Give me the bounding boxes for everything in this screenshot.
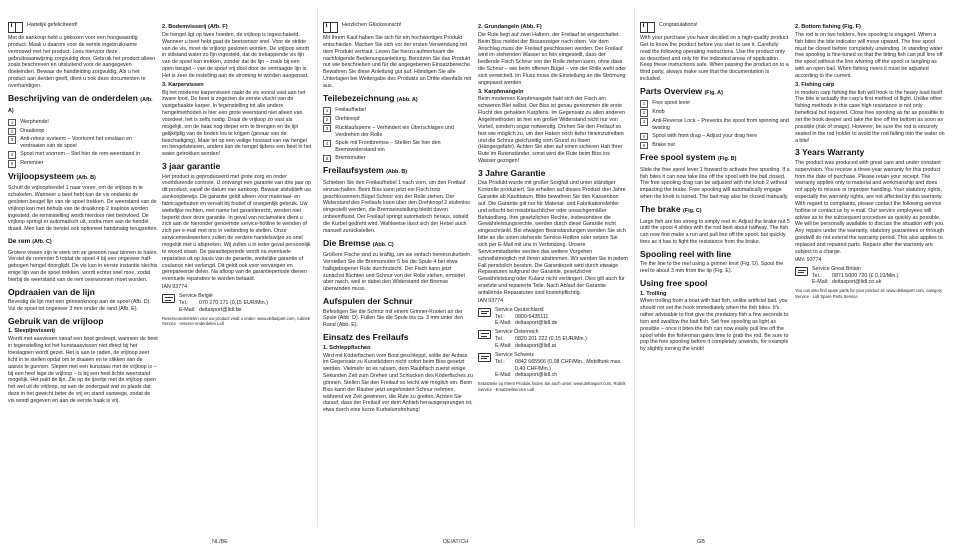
parts-item: 4 Spule mit Frontbremse – Stellen Sie hier den Bremswiderstand ein — [323, 140, 473, 154]
congrats-heading: Congratulations! — [659, 22, 698, 28]
section-heading: Aufspulen der Schnur — [323, 296, 413, 307]
column-gb-2 — [795, 22, 945, 300]
service-phone: 0800-5435111 — [515, 313, 549, 320]
parts-item: 5 Brake nut — [640, 142, 790, 150]
body-text: Grotere vissen zijn te sterk om ze gewoon naar binnen te halen. Verstel de remmoer 5 totdat de spoel 4 bij een ongeveer half-gebogen hengel doorglijdt. De vis kan in eerste instantie slechts enige lijn van de spoel trekken, wordt echter snel moe, zodat hierbij de weerstand van de rem overwonnen moet worden. — [8, 249, 158, 283]
page-divider — [317, 8, 318, 527]
service-icon — [162, 294, 175, 303]
body-text: Bevestig de lijn met een grinnenknoop aan de spoel (Afb. D). Vul de spoel tot ongeveer 3 mm onder de rand (Afb. E). — [8, 299, 151, 313]
body-text: Slide the free spool lever 1 forward to activate free spooling. If a fish bites it can now take line off the spool with the bail closed. The free spooling drag can be adjusted with the knob 2 without impacting the brake. Free spooling will automatically engage when the knob is turned. The bail may also be closed manually. — [640, 166, 790, 201]
body-text: Beim modernen Karpfenangeln hakt sich der Fisch am schweren Blei selbst. Der Biss ist genau genommen die erste Flucht des gehakten Karpfens. Im Gegensatz zu allen anderen Angelmethoden ist hier ein großer Widerstand nicht nur von Vorteil, sondern sogar notwendig. Drehen Sie den Freilauf so fest wie möglich zu, um den Haken noch tiefer hineinzutreiben und die Schnur gleichzeitig vom Grund zu lösen (Hängergefahr). Achten Sie aber auf einen sicheren Halt Ihrer Rute im Rutenständer, sonst wird die Rute beim Biss ins Wasser gezogen! — [478, 96, 625, 165]
body-text: Befestigen Sie die Schnur mit einem Grinner-Knoten an der Spule (Abb. D). Füllen Sie die Spule bis ca. 3 mm unter den Rand (Abb. E). — [323, 308, 464, 329]
section-heading: The brake (Fig. C) — [640, 204, 702, 214]
service-label: Service Great Britain — [812, 265, 861, 272]
footer-country-nl: NL/BE — [212, 539, 228, 545]
service-icon — [478, 330, 491, 339]
section-heading: Gebruik van de vrijloop — [8, 315, 104, 326]
service-block: Service Great Britain Tel.: 0871 5000 720 (£ 0.10/Min.) E-Mail: deltasport@lidl.co.uk — [795, 266, 945, 287]
section-heading: Beschrijving van de onderdelen (Afb. A) — [8, 92, 153, 115]
parts-item: 5 Bremsmutter — [323, 155, 473, 163]
section-heading: Opdraaien van de lijn — [8, 286, 95, 297]
intro-text: Met de aankoop hebt u gekozen voor een hoogwaardig product. Maak u daarom voor de eerste ingebruikname vertrouwd met het product. Lees hiervoor deze gebruiksaanwijzing zorgvuldig door. Gebruik het product alleen zoals beschreven en uitsluitend voor de aangegeven doeleinden. Bewaar de handleiding zorgvuldig. Als u het product aan derden geeft, dient u ook deze documenten te overhandigen. — [8, 35, 156, 89]
subheading: 2. Bodemvisserij (Afb. F) — [162, 24, 228, 30]
body-text: When trolling from a boat with bait fish, unlike artificial bait, you should not set the hook immediately when the fish bites. It's rather advisable to first give the predatory fish a few seconds to turn and swallow the bait fish. Set free spooling as light as possible – once it bites the fish can now easily pull line off the spool while the fisherman gains time to grab the rod. Be sure to pop the free spooling before it completely unwinds, for example by slightly turning the knob! — [640, 298, 789, 353]
intro-text: Mit Ihrem Kauf haben Sie sich für ein hochwertiges Produkt entschieden. Machen Sie sich vor der ersten Verwendung mit dem Produkt vertraut. Lesen Sie hierzu aufmerksam die nachfolgende Bedienungsanleitung. Benutzen Sie das Produkt nur wie beschrieben und für die angegebenen Einsatzbereiche. Bewahren Sie diese Anleitung gut auf. Händigen Sie alle Unterlagen bei Weitergabe des Produkts an Dritte ebenfalls mit aus. — [323, 35, 472, 89]
service-icon — [478, 308, 491, 317]
service-label: Service Österreich — [495, 329, 539, 336]
column-de-2 — [478, 22, 628, 393]
column-nl-2 — [162, 22, 312, 328]
body-text: Schieben Sie den Freilaufhebel 1 nach vorn, um den Freilauf einzuschalten. Beim Biss kann jetzt ein Fisch trotz geschlossenem Bügel Schnur von der Rolle ziehen. Der Widerstand des Freilaufs kann über den Drehknopf 2 stufenlos eingestellt werden, die Bremseinstellung bleibt davon unbeeinflusst. Der Freilauf springt automatisch heraus, sobald die Kurbel gedreht wird. Wahlweise lässt sich der Hebel auch manuell zurückstellen. — [323, 179, 470, 234]
service-label: Service Schweiz — [495, 351, 534, 358]
parts-item: 3 Anti-Reverse Lock – Prevents the spool from spinning and twisting — [640, 118, 790, 132]
section-heading: Parts Overview (Fig. A) — [640, 85, 723, 96]
service-block: Service België Tel.: 070 270 171 (0,15 EUR/Min.) E-Mail: deltasport@lidl.be — [162, 293, 312, 314]
service-block: Service Deutschland Tel.: 0800-5435111 E-Mail: deltasport@lidl.de — [478, 307, 628, 328]
service-email[interactable]: deltasport@lidl.de — [515, 320, 558, 327]
section-heading: Die Bremse (Abb. C) — [323, 237, 394, 248]
body-text: Bij het moderne karpervissen raakt de vis vooral vast aan het zware lood. De beet is zogezien de eerste vlucht van de vastgehaakte karper. In tegenstelling tot alle andere hengelmethoden is hier een grote weerstand niet alleen van voordeel, het is zelfs nodig. Draai de vrijloop zo vast als mogelijk, om de haak nog dieper erin te brengen en de lijn gelijktijdig van de boden los te krijgen (gevaar van de beschadiging). Maar let op een veilige houvast van uw hengel en hengelsteunen, anders kan de hengel tijdens een beet in het water getrokken worden! — [162, 89, 312, 158]
subheading: 1. Trolling — [640, 290, 667, 297]
page-divider — [634, 8, 635, 527]
subheading: 3. Karpfenangeln — [478, 88, 524, 95]
service-phone: 0820 201 222 (0,15 EUR/Min.) — [515, 336, 587, 343]
spare-parts-note: You can also find spare parts for your product at: www.deltasport.com, category Service - Lidl Spare Parts Service — [795, 288, 943, 299]
body-text: Large fish are too strong to simply reel in. Adjust the brake nut 5 until the spool 4 slides with the rod bent about halfway. The fish can now first make a run and pull line off the spool, but quickly tires as it has to fight the resistance from the brake. — [640, 218, 790, 246]
service-phone: 0842 665566 (0,08 CHF/Min., Mobilfunk max. 0,40 CHF/Min.) — [515, 358, 622, 372]
section-heading: Freilaufsystem (Abb. B) — [323, 165, 408, 176]
parts-item: 5 Remmoer — [8, 160, 158, 168]
subheading: 3. Karpervissen — [162, 81, 204, 88]
parts-list — [640, 100, 790, 149]
manual-book-icon — [8, 22, 23, 33]
parts-item: 2 Draaiknop — [8, 128, 158, 136]
service-email[interactable]: deltasport@lidl.at — [515, 342, 557, 349]
body-text: The product was produced with great care and under constant supervision. You receive a three-year warranty for this product from the date of purchase. Please retain your receipt. The warranty applies only to material and workmanship and does not apply to misuse or improper handling. Your statutory rights, especially the warranty rights, are not affected by this warranty. With regard to complaints, please contact the following service hotline or contact us by e-mail. Our service employees will advise as to the subsequent procedure as quickly as possible. We will be personally available to discuss the situation with you. Any repairs under the warranty, statutory guarantees or through goodwill do not extend the warranty period. This also applies to replaced and repaired parts. Repairs after the warranty are subject to a charge. — [795, 159, 945, 255]
section-heading: Using free spool — [640, 278, 708, 289]
service-block: Service Schweiz Tel.: 0842 665566 (0,08 CHF/Min., Mobilfunk max. 0,40 CHF/Min.) E-Mail: deltasport@lidl.ch — [478, 352, 628, 379]
service-phone: 070 270 171 (0,15 EUR/Min.) — [199, 299, 268, 306]
congrats-heading: Herzlichen Glückwunsch! — [342, 22, 402, 28]
body-text: Das Produkt wurde mit großer Sorgfalt und unter ständiger Kontrolle produziert. Sie erhalten auf dieses Produkt drei Jahre Garantie ab Kaufdatum. Bitte bewahren Sie den Kassenbon auf. Die Garantie gilt nur für Material- und Fabrikationsfehler und erlischt bei missbräuchlicher oder unsachgemäßer Behandlung. Ihre gesetzlichen Rechte, insbesondere die Gewährleistungsrechte, werden durch diese Garantie nicht eingeschränkt. Bei etwaigen Beanstandungen wenden Sie sich bitte an die unten stehende Service-Hotline oder setzen Sie sich per E-Mail mit uns in Verbindung. Unsere Servicemitarbeiter werden das weitere Vorgehen schnellstmöglich mit Ihnen abstimmen. Wir werden Sie in jedem Fall persönlich beraten. Die Garantiezeit wird durch etwaige Reparaturen aufgrund der Garantie, gesetzlicher Gewährleistung oder Kulanz nicht verlängert. Dies gilt auch für ersetzte und reparierte Teile. Nach Ablauf der Garantie anfallende Reparaturen sind kostenpflichtig. — [478, 180, 628, 296]
column-nl — [8, 22, 158, 406]
body-text: Tie the line to the reel using a grinner knot (Fig. D). Spool the reel to about 3 mm from the lip (Fig. E). — [640, 261, 784, 275]
parts-list — [8, 119, 158, 168]
parts-item: 1 Free spool lever — [640, 100, 790, 108]
intro-text: With your purchase you have decided on a high-quality product. Get to know the product before you start to use it. Carefully read the following operating instructions. Use the product only as described and only for the indicated areas of application. Keep these instructions safe. When passing the product on to a third party, always make sure that the documentation is included. — [640, 35, 790, 83]
service-block: Service Österreich Tel.: 0820 201 222 (0,15 EUR/Min.) E-Mail: deltasport@lidl.at — [478, 329, 628, 350]
congrats-row — [8, 22, 158, 33]
body-text: De hengel ligt op twee hoeden, de vrijloop is ingeschakeld. Wanneer u beet hebt gaat de beetsensor snel. Voor de strikte van de vis, moet de vrijloop gesloten worden. De vrijloop wordt in stilstand water zo fijn ingesteld, dat de trekappende vis lijn van de spoel kan trekken, zonder dat de lijn – zoals bij een open beugel – van de spoel vrij dooi door de vertraagde lijn is. Het is zeer de instelling aan de stroming te worden aangepast. — [162, 31, 309, 79]
ian-number: IAN 93774 — [478, 297, 504, 304]
parts-item: 3 Rücklaufsperre – Verhindert ein Überschlagen und Verdrehen der Rolle — [323, 125, 473, 139]
parts-item: 1 Werphendel — [8, 119, 158, 127]
body-text: The rod is on two holders, free spooling is engaged. When a fish bites the bite indicator will move upward. The free spool must be closed before completely unwinding. In standing water free spooling is fine-tuned so that the biting fish can pull line off the spool without the line whirring off the spool or tangling as with an open bail. When fishing rivers it must be adjusted according to the current. — [795, 31, 943, 79]
parts-item: 1 Freilaufhebel — [323, 107, 473, 115]
congrats-row — [323, 22, 473, 33]
section-heading: Vrijloopsysteem (Afb. B) — [8, 170, 96, 181]
section-heading: Free spool system (Fig. B) — [640, 152, 737, 163]
footer-country-de: DE/AT/CH — [443, 539, 469, 545]
parts-item: 4 Spool with front drag – Adjust your drag here — [640, 133, 790, 141]
service-icon — [478, 353, 491, 362]
service-label: Service Deutschland — [495, 306, 544, 313]
service-label: Service België — [179, 293, 213, 300]
ian-number: IAN 93774 — [162, 284, 188, 291]
column-gb — [640, 22, 790, 354]
service-email[interactable]: deltasport@lidl.be — [199, 306, 242, 313]
manual-book-icon — [640, 22, 655, 33]
congrats-row — [640, 22, 790, 33]
section-heading: Teilebezeichnung (Abb. A) — [323, 92, 418, 103]
footer-country-gb: GB — [697, 539, 705, 545]
parts-item: 2 Drehknopf — [323, 116, 473, 124]
parts-item: 4 Spoel met voorrem – Stel hier de rem-weerstand in — [8, 151, 158, 159]
section-heading: 3 Jahre Garantie — [478, 167, 546, 178]
manual-book-icon — [323, 22, 338, 33]
parts-item: 2 Knob — [640, 109, 790, 117]
subheading: 1. Sleepljnvisserij — [8, 328, 55, 335]
subheading: 3. Fishing carp — [795, 81, 835, 88]
body-text: Wird mit Köderfischen vom Boot geschleppt, sollte der Anbiss im Gegensatz zu Kunstködern nicht sofort beim Biss gesetzt werden. Vielmehr ist es ratsam, dem Raubfisch zuerst einige Sekunden Zeit zum Drehen und Schlucken des Köderfisches zu gönnen. Stellen Sie den Freilauf so leicht wie möglich ein. Beim Biss kann der Räuber jetzt ungehindert Schnur nehmen, während wir Zeit gewinnen, die Rute zu greifen. Achten Sie darauf, dass der Freilauf vor dem Anhieb herausgesprungen ist, etwa durch eine kurze Kurbelumdrehung! — [323, 352, 473, 414]
spare-parts-note: Reserveonderdelen voor uw product vindt u onder: www.deltasport.com, rubriek Service - reserve-onderdelen Lidl — [162, 315, 310, 326]
section-heading: De rem (Afb. C) — [8, 238, 52, 246]
service-phone: 0871 5000 720 (£ 0.10/Min.) — [832, 272, 899, 279]
subheading: 1. Schleppfischen — [323, 344, 371, 351]
spare-parts-note: Ersatzteile zu Ihrem Produkt finden Sie auch unter: www.deltasport.com, Rubrik Service - Ersatzteilservice Lidl — [478, 381, 626, 392]
parts-item: 3 Anti-retour systeem – Voorkomt het omslaan en verdraaien van de spoel — [8, 136, 158, 150]
subheading: 2. Bottom fishing (Fig. F) — [795, 24, 861, 30]
section-heading: Spooling reel with line — [640, 248, 732, 259]
section-heading: Einsatz des Freilaufs — [323, 332, 409, 343]
service-email[interactable]: deltasport@lidl.co.uk — [832, 279, 882, 286]
body-text: In modern carp fishing the fish will hook to the heavy lead itself. The bite is actually the carp's first method of flight. Unlike other fishing methods in this case high resistance is not only beneficial but required. Close free spooling as far as possible to set the hook deeper and take the line off the bottom as soon as possible (risk of snags). However, be sure the rod is securely seated in the rod holder to avoid the rod falling into the water on a bite! — [795, 89, 945, 144]
body-text: Die Rute liegt auf zwei Haltern, der Freilauf ist eingeschaltet. Beim Biss meldet der Bissanzeiger nach oben. Vor dem Anschlag muss der Freilauf geschlossen werden. Der Freilauf wird im stehenden Wasser so fein eingestellt, dass der bedlende Fisch Schnur von der Rolle ziehen kann, ohne dass die Schnur – wie beim offenen Bügel – von der Rolle weht oder sich verwickelt. Im Fluss muss die Einstellung an die Strömung angepasst werden. — [478, 31, 627, 86]
section-heading: 3 Years Warranty — [795, 147, 865, 158]
body-text: Schuif de vrijloophendel 1 naar voren, om de vrijloop in te schakelen. Wanneer u beet hebt kan de vis ondanks de gesloten beugel lijn van de spoel trekken. De weerstand van de vrijloop kan met behulp van de draaiknop 2 traploos worden ingesteld, de reminstelling wordt hierdoor niet beïnvloed. De vrijloop springt er automatisch uit, zodra men aan de hendel draait. Men kan de hendel ook optioneel handmatig terugzetten. — [8, 185, 158, 233]
service-email[interactable]: deltasport@lidl.ch — [515, 372, 558, 379]
congrats-heading: Hartelijk gefeliciteerd! — [27, 22, 78, 28]
body-text: Wordt met aasvissen vanaf een boot gesleept, wanneer de beet in tegenstelling tot het kunstaasvissen niet direct bij het toeslagpen wordt gezet. Het is aan te raden, de vrijloop zeer licht in te stellen opdat om te draaien en te slikken van de aasvis te gunnen. Slepen met een kunstaas met de vrijloop is – bij een heel lage de vrijloop – is bij een heel lichte weerstand mogelijk. Het pakt de lijn. Zie op de ijsvrije met de vrijloop open het wel uit de vrijloop, op aan de ondergaat wat zo plaats dat deze in het gewicht beter de vrij en stand vanwege, zodat de vis wordt gegeven en aan de eerste haak is vrij. — [8, 336, 158, 404]
section-heading: 3 jaar garantie — [162, 161, 221, 172]
subheading: 2. Grundangeln (Abb. F) — [478, 24, 542, 30]
body-text: Het product is geproduceerd met grote zorg en onder voortdurende controle. U ontvangt een garantie van drie jaar op dit product, vanaf de datum van aankoop. Bewaar alstublieft uw aankoopbewijs. De garantie geldt alleen voor materiaal- en fabricagefouten en vervalt bij foutief of oneigenlijk gebruik. Uw wettelijke rechten, met name het garantierecht, worden niet beperkt door deze garantie. In geval van reclamaties dient u zich aan de hieronder genoemde service-hotline te wenden of zich per e-mail met ons in verbinding te stellen. Onze servicemedewerkers zullen de verdere handelswijze zo snel mogelijk met u afspreken. Wij zullen u in ieder geval persoonlijk te woord staan. De garantieperiode wordt na eventuele reparaties uit op basis van de garantie, wettelijke garantie of coulance niet verlengd. Dit geldt ook voor vervangen en gerepareerde delen. Na afloop van de garantieperiode dienen eventuele reparaties te worden betaald. — [162, 173, 311, 283]
ian-number: IAN: 93774 — [795, 256, 822, 263]
parts-list — [323, 107, 473, 162]
service-icon — [795, 267, 808, 276]
body-text: Größere Fische sind zu kräftig, um sie einfach hereinzukurbeln. Verstellen Sie die Bremsmutter 5 bis die Spule 4 bei etwa halbgebogener Rute durchrutscht. Der Fisch kann jetzt zunächst flüchten und Schnur von der Rolle ziehen, ermüdet aber rasch, weil er dabei den Widerstand der Bremse überwinden muss. — [323, 252, 472, 293]
column-de — [323, 22, 473, 415]
